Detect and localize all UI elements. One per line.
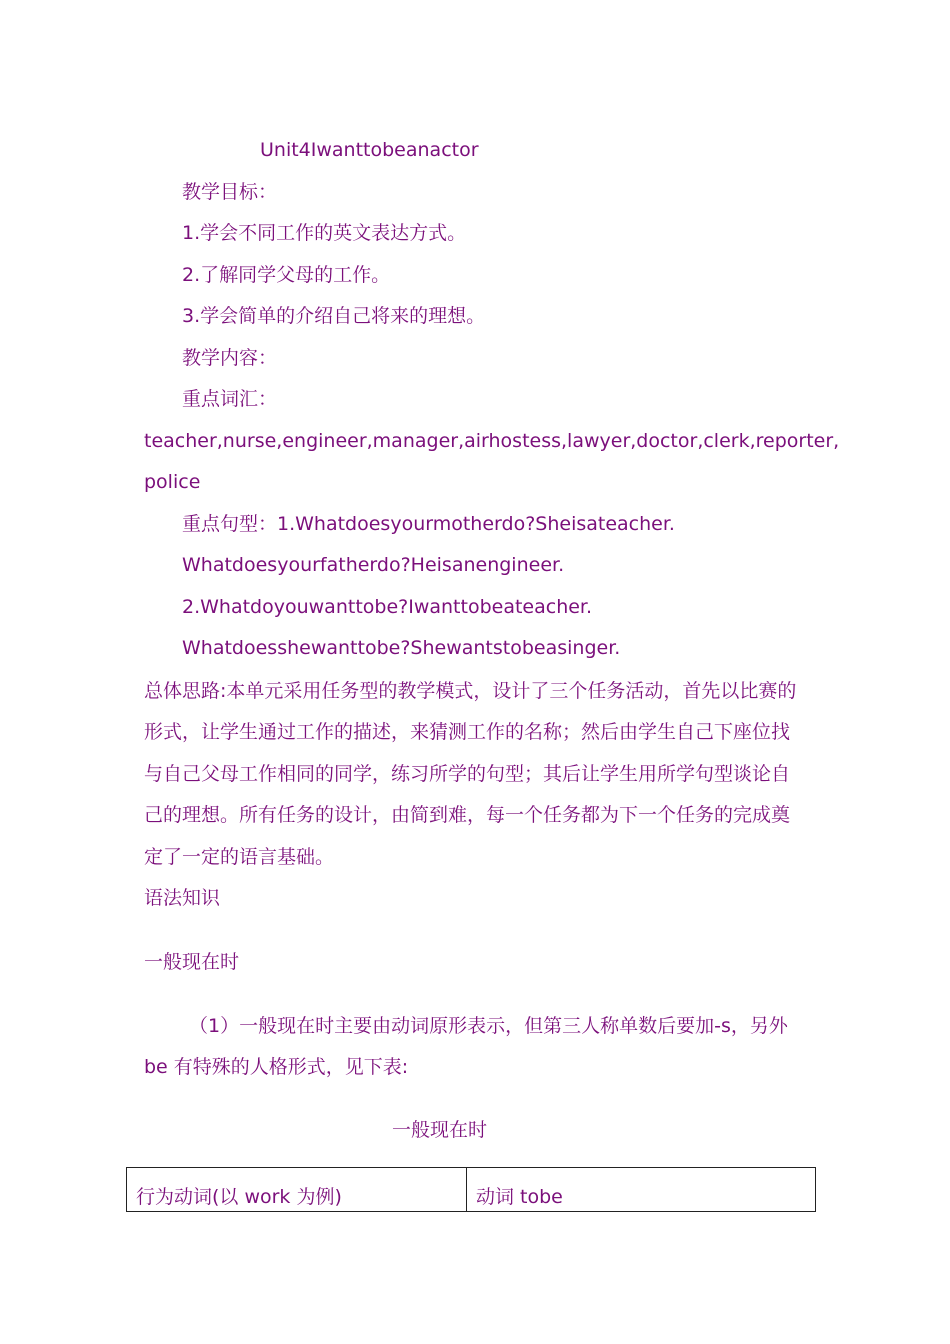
tense-heading: 一般现在时 bbox=[144, 951, 240, 973]
rule-line-2: be 有特殊的人格形式，见下表: bbox=[144, 1056, 409, 1078]
table-header-verb: 行为动词(以 work 为例) bbox=[127, 1168, 467, 1212]
vocab-heading: 重点词汇： bbox=[182, 388, 278, 410]
vocab-line-2: police bbox=[144, 471, 201, 493]
overview-line-4: 己的理想。所有任务的设计，由简到难，每一个任务都为下一个任务的完成奠 bbox=[144, 804, 791, 826]
sentence-line-4: Whatdoesshewanttobe?Shewantstobeasinger. bbox=[182, 637, 621, 659]
sentence-line-2: Whatdoesyourfatherdo?Heisanengineer. bbox=[182, 554, 565, 576]
objective-item-1: 1.学会不同工作的英文表达方式。 bbox=[182, 222, 467, 244]
overview-line-5: 定了一定的语言基础。 bbox=[144, 846, 335, 868]
document-title: Unit4Iwanttobeanactor bbox=[260, 139, 479, 161]
overview-line-1: 总体思路:本单元采用任务型的教学模式，设计了三个任务活动，首先以比赛的 bbox=[144, 680, 797, 702]
sentence-line-1: 重点句型：1.Whatdoesyourmotherdo?Sheisateacher. bbox=[182, 513, 675, 535]
vocab-line-1: teacher,nurse,engineer,manager,airhostess,lawyer,doctor,clerk,reporter, bbox=[144, 430, 840, 452]
overview-line-2: 形式，让学生通过工作的描述，来猜测工作的名称；然后由学生自己下座位找 bbox=[144, 721, 791, 743]
objective-item-2: 2.了解同学父母的工作。 bbox=[182, 264, 391, 286]
content-heading: 教学内容： bbox=[182, 347, 278, 369]
rule-line-1: （1）一般现在时主要由动词原形表示，但第三人称单数后要加-s，另外 bbox=[189, 1015, 788, 1037]
table-title: 一般现在时 bbox=[392, 1119, 488, 1141]
sentence-line-3: 2.Whatdoyouwanttobe?Iwanttobeateacher. bbox=[182, 596, 593, 618]
tense-table bbox=[126, 1167, 816, 1212]
grammar-heading: 语法知识 bbox=[144, 887, 221, 909]
objectives-heading: 教学目标： bbox=[182, 181, 278, 203]
overview-line-3: 与自己父母工作相同的同学，练习所学的句型；其后让学生用所学句型谈论自 bbox=[144, 763, 791, 785]
table-header-tobe: 动词 tobe bbox=[467, 1168, 816, 1212]
table-row bbox=[127, 1168, 816, 1212]
objective-item-3: 3.学会简单的介绍自己将来的理想。 bbox=[182, 305, 486, 327]
